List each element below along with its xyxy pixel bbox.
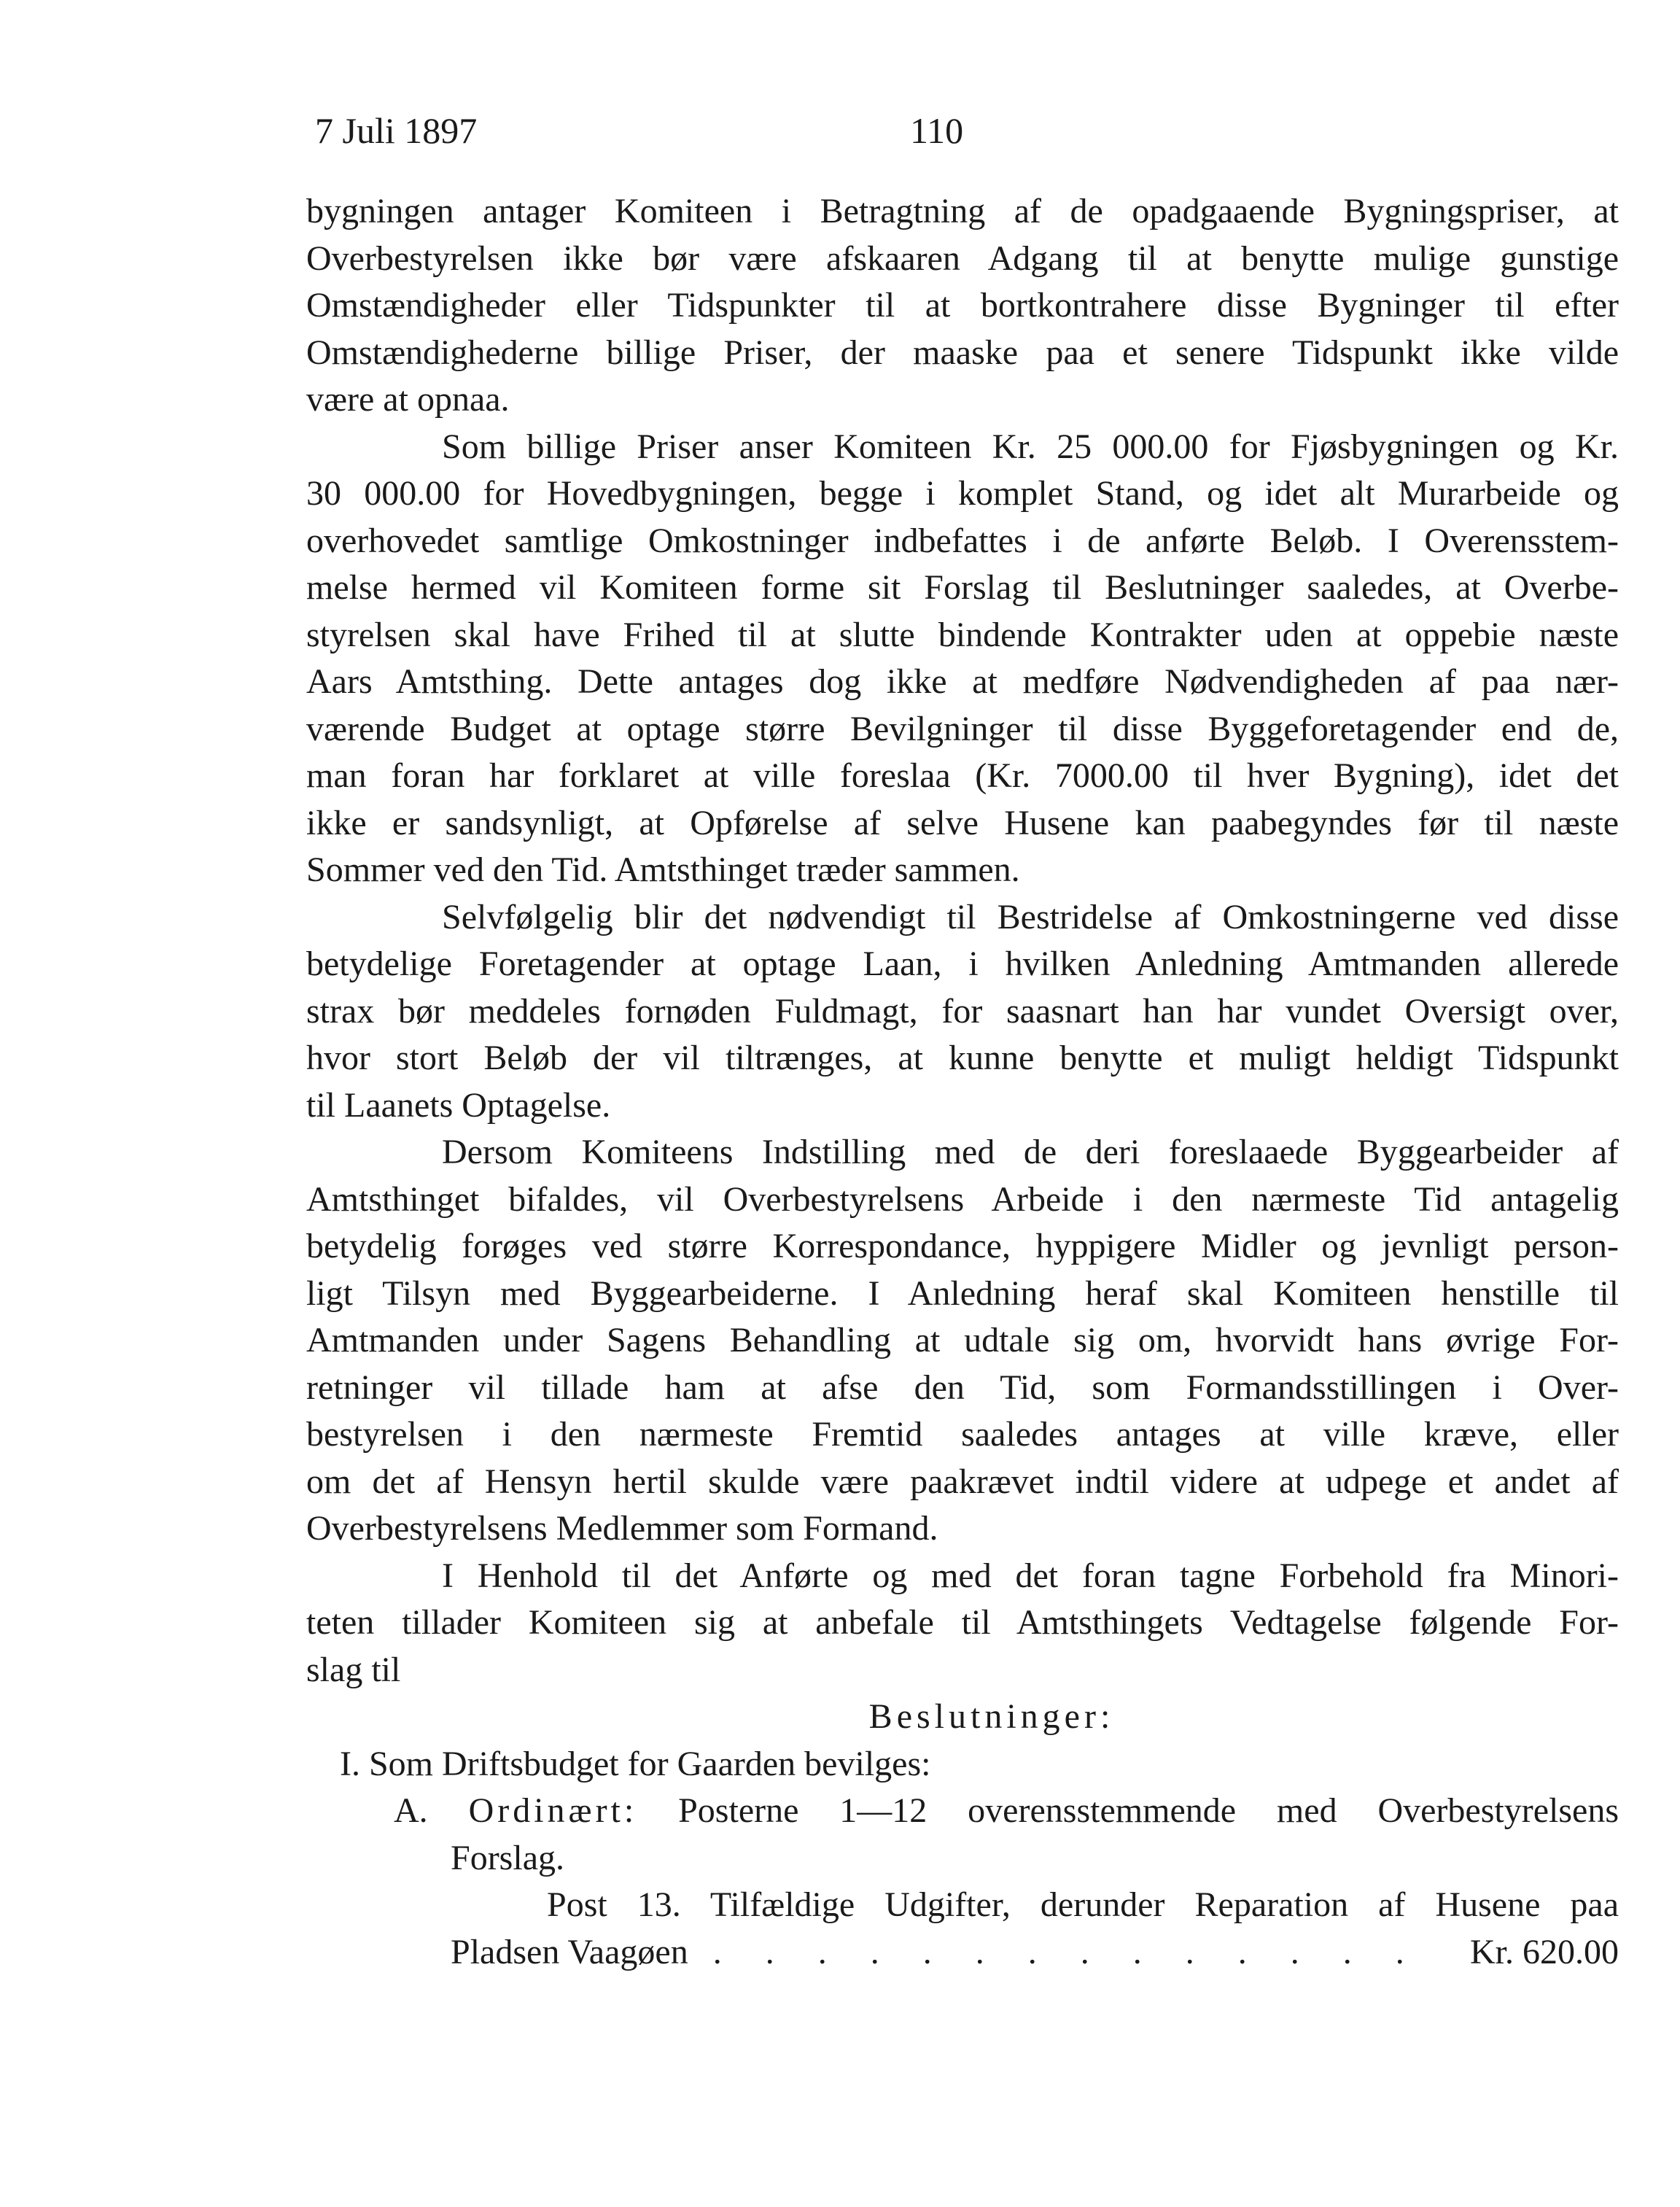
list-item-I: I. Som Driftsbudget for Gaarden bevilges: — [340, 1744, 931, 1783]
text-line: til Laanets Optagelse. — [306, 1085, 611, 1125]
text-line: bygningen antager Komiteen i Betragtning af de opadgaaende Bygningspriser, at — [306, 192, 1619, 230]
text-line: 30 000.00 for Hovedbygningen, begge i komplet Stand, og idet alt Murarbeide og — [306, 474, 1619, 513]
text-line: man foran har forklaret at ville foreslaa (Kr. 7000.00 til hver Bygning), idet det — [306, 756, 1619, 795]
text-line: strax bør meddeles fornøden Fuldmagt, for saasnart han har vundet Oversigt over, — [306, 991, 1619, 1031]
text-line: Dersom Komiteens Indstilling med de deri foreslaaede Byggearbeider af — [442, 1133, 1619, 1171]
text-line: Aars Amtsthing. Dette antages dog ikke at medføre Nødvendigheden af paa nær- — [306, 662, 1619, 701]
text-line: Amtsthinget bifaldes, vil Overbestyrelsens Arbeide i den nærmeste Tid antagelig — [306, 1179, 1619, 1219]
section-heading: Beslutninger: — [868, 1697, 1115, 1736]
text-line: om det af Hensyn hertil skulde være paakrævet indtil videre at udpege et andet af — [306, 1462, 1619, 1501]
text-line: ikke er sandsynligt, at Opførelse af selve Husene kan paabegyndes før til næste — [306, 803, 1619, 842]
text-line: slag til — [306, 1650, 401, 1689]
text-line: Omstændighederne billige Priser, der maaske paa et senere Tidspunkt ikke vilde — [306, 333, 1619, 372]
list-item-A-continued: Forslag. — [451, 1838, 564, 1877]
item-A-label: A. — [394, 1791, 428, 1830]
text-line: overhovedet samtlige Omkostninger indbefattes i de anførte Beløb. I Overensstem- — [306, 521, 1619, 560]
page-header — [309, 109, 1622, 168]
item-A-term: Ordinært: — [468, 1791, 638, 1830]
dot-leader: . . . . . . . . . . . . . . — [712, 1932, 1422, 1971]
text-line: Omstændigheder eller Tidspunkter til at bortkontrahere disse Bygninger til efter — [306, 286, 1619, 325]
text-line: Som billige Priser anser Komiteen Kr. 25 000.00 for Fjøsbygningen og Kr. — [442, 427, 1619, 466]
pladsen-label: Pladsen Vaagøen — [451, 1932, 688, 1971]
text-line: være at opnaa. — [306, 380, 510, 419]
page-number: 110 — [910, 110, 964, 151]
post-13-line: Post 13. Tilfældige Udgifter, derunder Reparation af Husene paa — [547, 1885, 1619, 1924]
text-line: Selvfølgelig blir det nødvendigt til Bestridelse af Omkostningerne ved disse — [442, 897, 1619, 936]
text-line: I Henhold til det Anførte og med det foran tagne Forbehold fra Minori- — [442, 1556, 1619, 1595]
amount-value: Kr. 620.00 — [1470, 1932, 1619, 1971]
text-line: betydelige Foretagender at optage Laan, i hvilken Anledning Amtmanden allerede — [306, 945, 1619, 983]
header-date: 7 Juli 1897 — [315, 110, 478, 151]
text-line: styrelsen skal have Frihed til at slutte bindende Kontrakter uden at oppebie næste — [306, 615, 1619, 654]
text-line: bestyrelsen i den nærmeste Fremtid saaledes antages at ville kræve, eller — [306, 1415, 1619, 1454]
text-line: teten tillader Komiteen sig at anbefale til Amtsthingets Vedtagelse følgende For- — [306, 1603, 1619, 1642]
text-line: Sommer ved den Tid. Amtsthinget træder sammen. — [306, 850, 1020, 889]
text-line: ligt Tilsyn med Byggearbeiderne. I Anledning heraf skal Komiteen henstille til — [306, 1273, 1619, 1313]
item-A-text: Posterne 1—12 overensstemmende med Overbestyrelsens — [678, 1791, 1619, 1830]
text-line: Overbestyrelsen ikke bør være afskaaren Adgang til at benytte mulige gunstige — [306, 238, 1619, 278]
pladsen-amount-line — [306, 1929, 1619, 1977]
list-item-A — [306, 1788, 1619, 1835]
text-line: hvor stort Beløb der vil tiltrænges, at kunne benytte et muligt heldigt Tidspunkt — [306, 1039, 1619, 1077]
text-line: retninger vil tillade ham at afse den Tid, som Formandsstillingen i Over- — [306, 1368, 1619, 1407]
text-line: Overbestyrelsens Medlemmer som Formand. — [306, 1509, 938, 1548]
text-line: melse hermed vil Komiteen forme sit Forslag til Beslutninger saaledes, at Overbe- — [306, 568, 1619, 607]
body-text — [306, 188, 1619, 1976]
text-line: Amtmanden under Sagens Behandling at udtale sig om, hvorvidt hans øvrige For- — [306, 1321, 1619, 1360]
text-line: værende Budget at optage større Bevilgninger til disse Byggeforetagender end de, — [306, 709, 1619, 748]
text-line: betydelig forøges ved større Korrespondance, hyppigere Midler og jevnligt person- — [306, 1227, 1619, 1265]
